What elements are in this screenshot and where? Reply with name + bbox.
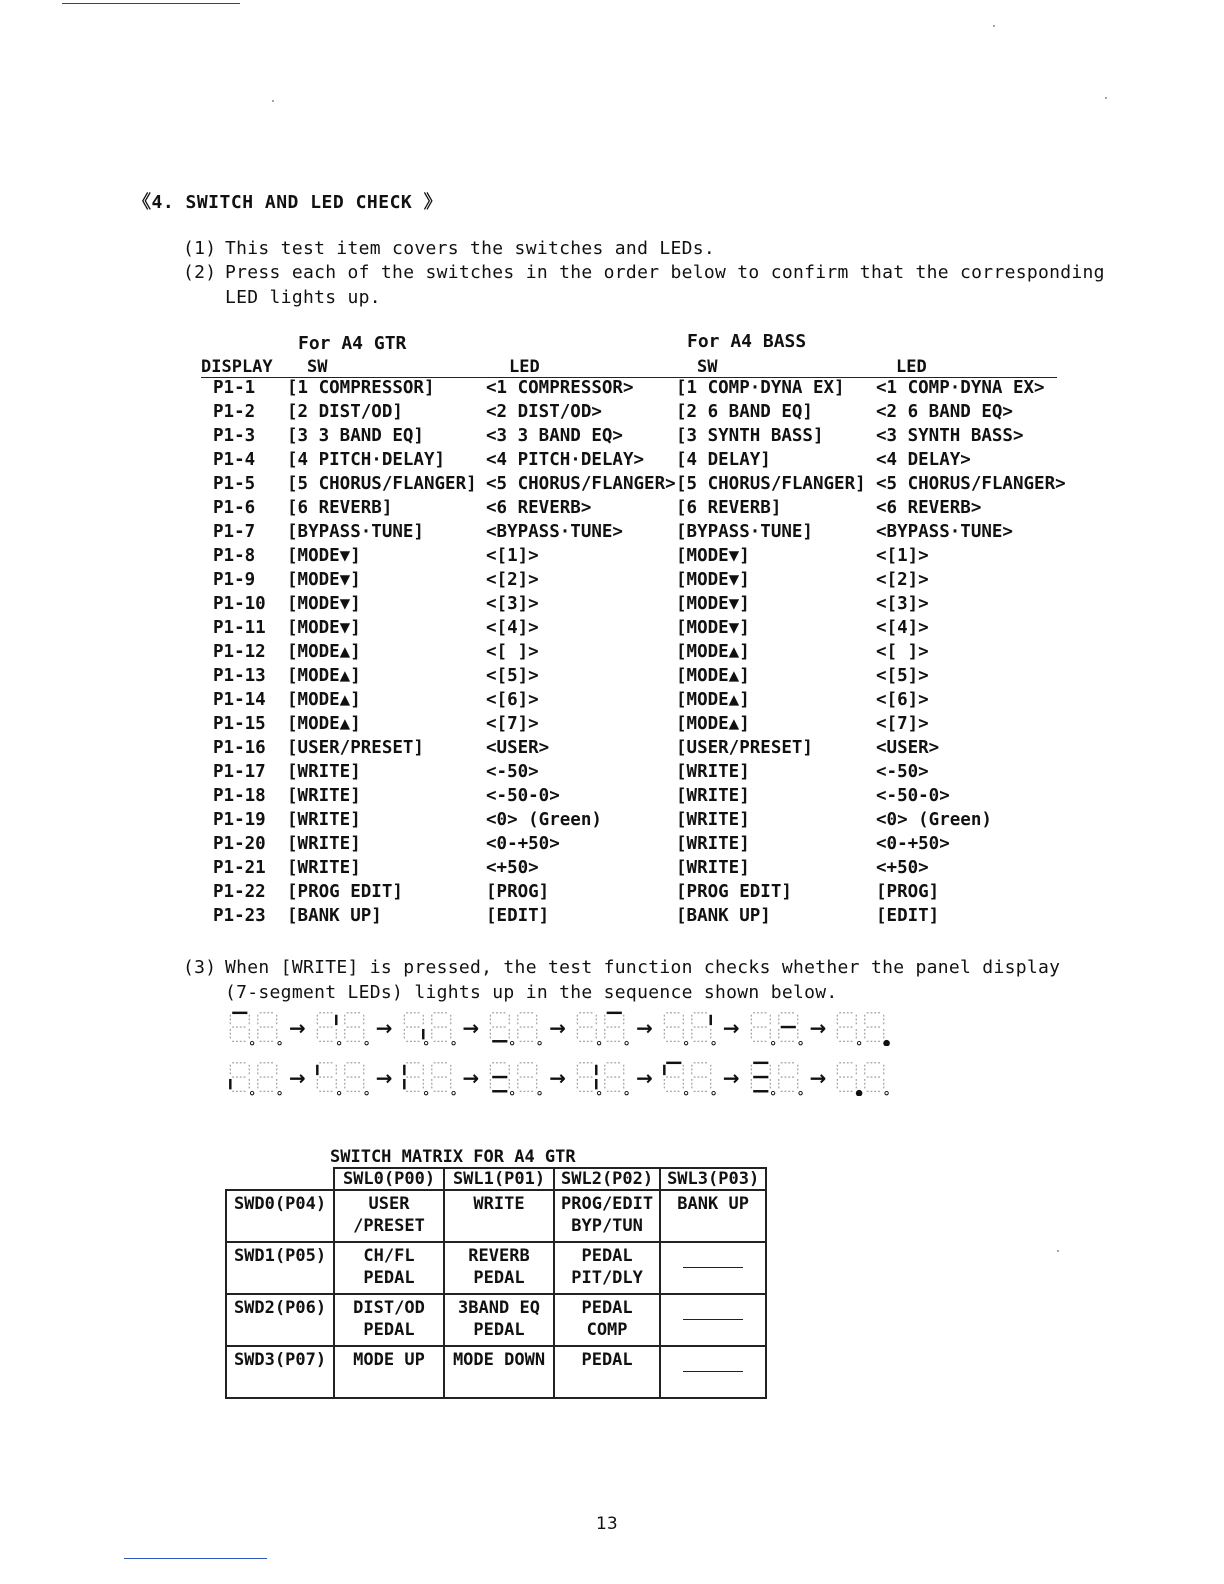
table-row <box>201 738 1071 762</box>
matrix-row <box>226 1242 766 1294</box>
decimal-point <box>278 1091 281 1094</box>
cell-gtr-sw: [USER/PRESET] <box>287 738 424 758</box>
cell-bass-led: <2 6 BAND EQ> <box>876 402 1013 422</box>
cell-display: P1-10 <box>213 594 266 614</box>
matrix-row-header: SWD2(P06) <box>226 1294 334 1346</box>
cell-bass-led: [PROG] <box>876 882 940 902</box>
matrix-cell-line: REVERB <box>468 1246 530 1266</box>
page-number: 13 <box>596 1514 618 1534</box>
table-row <box>201 618 1071 642</box>
seven-segment-display <box>832 1060 890 1096</box>
cell-gtr-sw: [MODE▼] <box>287 618 361 638</box>
paragraph-number: (1) <box>183 238 217 259</box>
cell-display: P1-17 <box>213 762 266 782</box>
cell-display: P1-15 <box>213 714 266 734</box>
table-row <box>201 762 1071 786</box>
arrow-icon: → <box>549 1016 567 1040</box>
table-row <box>201 714 1071 738</box>
cell-bass-sw: [WRITE] <box>676 786 750 806</box>
cell-gtr-sw: [PROG EDIT] <box>287 882 403 902</box>
arrow-icon: → <box>722 1066 740 1090</box>
paragraph-2 <box>183 260 1105 310</box>
cell-gtr-led: <[1]> <box>486 546 539 566</box>
decimal-point <box>538 1041 541 1044</box>
top-rule <box>62 3 240 4</box>
decimal-point <box>597 1041 600 1044</box>
decimal-point <box>511 1041 514 1044</box>
decimal-point <box>684 1091 687 1094</box>
cell-gtr-sw: [3 3 BAND EQ] <box>287 426 424 446</box>
matrix-row-header: SWD1(P05) <box>226 1242 334 1294</box>
matrix-column-header: SWL3(P03) <box>660 1168 766 1190</box>
cell-bass-led: <1 COMP·DYNA EX> <box>876 378 1045 398</box>
cell-bass-led: <5 CHORUS/FLANGER> <box>876 474 1066 494</box>
cell-display: P1-16 <box>213 738 266 758</box>
cell-bass-sw: [WRITE] <box>676 762 750 782</box>
paragraph-text-continued: (7-segment LEDs) lights up in the sequence shown below. <box>225 982 838 1003</box>
seven-segment-display <box>485 1060 543 1096</box>
seven-segment-display <box>572 1010 630 1046</box>
matrix-cell-line: USER <box>368 1194 410 1214</box>
decimal-point <box>365 1041 368 1044</box>
cell-display: P1-5 <box>213 474 256 494</box>
cell-bass-led: <[3]> <box>876 594 929 614</box>
cell-gtr-led: <+50> <box>486 858 539 878</box>
table-row <box>201 690 1071 714</box>
cell-bass-sw: [5 CHORUS/FLANGER] <box>676 474 866 494</box>
cell-bass-sw: [MODE▲] <box>676 642 750 662</box>
matrix-cell-line: PIT/DLY <box>571 1268 643 1288</box>
matrix-cell-line: BANK UP <box>677 1194 749 1214</box>
cell-gtr-sw: [6 REVERB] <box>287 498 393 518</box>
cell-bass-sw: [USER/PRESET] <box>676 738 813 758</box>
seven-segment-display <box>399 1010 457 1046</box>
cell-bass-led: <3 SYNTH BASS> <box>876 426 1024 446</box>
cell-bass-sw: [4 DELAY] <box>676 450 771 470</box>
paragraph-number: (3) <box>183 957 217 978</box>
footer-rule <box>124 1558 267 1559</box>
matrix-column-header: SWL1(P01) <box>444 1168 554 1190</box>
cell-bass-sw: [WRITE] <box>676 858 750 878</box>
decimal-point <box>511 1091 514 1094</box>
matrix-cell-line: WRITE <box>473 1194 525 1214</box>
cell-gtr-led: <[3]> <box>486 594 539 614</box>
matrix-cell <box>444 1242 554 1294</box>
segment-sequence-row-1 <box>225 1010 955 1046</box>
matrix-cell-line: PROG/EDIT <box>561 1194 654 1214</box>
cell-gtr-sw: [MODE▼] <box>287 594 361 614</box>
table-row <box>201 570 1071 594</box>
matrix-row <box>226 1294 766 1346</box>
cell-gtr-led: <3 3 BAND EQ> <box>486 426 623 446</box>
cell-gtr-sw: [MODE▲] <box>287 666 361 686</box>
table-row <box>201 378 1071 402</box>
cell-bass-led: <USER> <box>876 738 940 758</box>
seven-segment-display <box>832 1010 890 1046</box>
cell-gtr-sw: [WRITE] <box>287 834 361 854</box>
empty-dash <box>683 1319 743 1320</box>
cell-gtr-sw: [MODE▼] <box>287 570 361 590</box>
cell-display: P1-20 <box>213 834 266 854</box>
cell-display: P1-4 <box>213 450 256 470</box>
matrix-column-header: SWL0(P00) <box>334 1168 444 1190</box>
table-row <box>201 906 1071 930</box>
matrix-column-header: SWL2(P02) <box>554 1168 660 1190</box>
seven-segment-display <box>312 1060 370 1096</box>
cell-bass-led: <6 REVERB> <box>876 498 982 518</box>
matrix-cell-line: DIST/OD <box>353 1298 425 1318</box>
matrix-cell-line: MODE UP <box>353 1350 425 1370</box>
matrix-cell <box>660 1294 766 1346</box>
cell-gtr-led: <0-+50> <box>486 834 560 854</box>
decimal-point <box>250 1091 253 1094</box>
switch-matrix-table <box>225 1167 767 1399</box>
empty-dash <box>683 1371 743 1372</box>
matrix-cell-line: PEDAL <box>363 1320 415 1340</box>
cell-bass-led: <4 DELAY> <box>876 450 971 470</box>
decimal-point <box>424 1091 427 1094</box>
cell-gtr-sw: [MODE▲] <box>287 714 361 734</box>
table-row <box>201 642 1071 666</box>
cell-bass-sw: [MODE▼] <box>676 546 750 566</box>
cell-gtr-led: <[7]> <box>486 714 539 734</box>
seven-segment-display <box>225 1060 283 1096</box>
cell-display: P1-19 <box>213 810 266 830</box>
decimal-point <box>885 1091 888 1094</box>
decimal-point <box>798 1091 801 1094</box>
matrix-cell <box>554 1190 660 1242</box>
cell-bass-sw: [6 REVERB] <box>676 498 782 518</box>
cell-display: P1-1 <box>213 378 256 398</box>
matrix-cell-line: /PRESET <box>353 1216 425 1236</box>
matrix-cell-line: MODE DOWN <box>452 1350 546 1370</box>
scan-speck <box>993 25 995 27</box>
table-row <box>201 786 1071 810</box>
cell-bass-led: <0> (Green) <box>876 810 992 830</box>
matrix-row <box>226 1346 766 1398</box>
cell-gtr-led: <2 DIST/OD> <box>486 402 602 422</box>
paragraph-text: Press each of the switches in the order below to confirm that the corresponding <box>225 262 1105 283</box>
cell-bass-sw: [BYPASS·TUNE] <box>676 522 813 542</box>
matrix-row-header: SWD3(P07) <box>226 1346 334 1398</box>
cell-bass-led: <[6]> <box>876 690 929 710</box>
group-label-gtr: For A4 GTR <box>298 333 407 354</box>
table-row <box>201 498 1071 522</box>
cell-gtr-sw: [MODE▲] <box>287 642 361 662</box>
decimal-point <box>771 1091 774 1094</box>
cell-display: P1-11 <box>213 618 266 638</box>
table-row <box>201 882 1071 906</box>
cell-gtr-sw: [5 CHORUS/FLANGER] <box>287 474 477 494</box>
cell-bass-sw: [PROG EDIT] <box>676 882 792 902</box>
cell-gtr-sw: [2 DIST/OD] <box>287 402 403 422</box>
arrow-icon: → <box>289 1066 306 1090</box>
cell-gtr-led: [PROG] <box>486 882 550 902</box>
matrix-cell-line: PEDAL <box>473 1320 525 1340</box>
matrix-cell <box>444 1190 554 1242</box>
cell-bass-sw: [BANK UP] <box>676 906 771 926</box>
cell-bass-led: <[ ]> <box>876 642 929 662</box>
seven-segment-display <box>572 1060 630 1096</box>
cell-bass-sw: [WRITE] <box>676 834 750 854</box>
matrix-title: SWITCH MATRIX FOR A4 GTR <box>330 1147 576 1167</box>
cell-gtr-led: <4 PITCH·DELAY> <box>486 450 645 470</box>
matrix-cell <box>334 1242 444 1294</box>
seven-segment-display <box>312 1010 370 1046</box>
arrow-icon: → <box>462 1066 480 1090</box>
paragraph-number: (2) <box>183 262 217 283</box>
cell-display: P1-14 <box>213 690 266 710</box>
matrix-cell <box>334 1346 444 1398</box>
cell-gtr-led: [EDIT] <box>486 906 550 926</box>
arrow-icon: → <box>636 1016 653 1040</box>
matrix-cell <box>554 1346 660 1398</box>
decimal-point <box>712 1091 715 1094</box>
cell-display: P1-18 <box>213 786 266 806</box>
table-row <box>201 594 1071 618</box>
column-header-bass-sw: SW <box>697 357 718 377</box>
cell-gtr-sw: [WRITE] <box>287 810 361 830</box>
matrix-cell <box>444 1346 554 1398</box>
cell-bass-led: <+50> <box>876 858 929 878</box>
decimal-point <box>857 1090 863 1096</box>
cell-gtr-sw: [BANK UP] <box>287 906 382 926</box>
decimal-point <box>278 1041 281 1044</box>
cell-bass-sw: [MODE▲] <box>676 714 750 734</box>
cell-bass-led: <BYPASS·TUNE> <box>876 522 1013 542</box>
cell-gtr-led: <5 CHORUS/FLANGER> <box>486 474 676 494</box>
scan-speck <box>1105 97 1107 99</box>
paragraph-3 <box>183 955 1060 1005</box>
matrix-cell-line: COMP <box>586 1320 628 1340</box>
cell-bass-led: <-50-0> <box>876 786 950 806</box>
cell-bass-sw: [MODE▼] <box>676 570 750 590</box>
cell-bass-led: <[4]> <box>876 618 929 638</box>
seven-segment-display <box>659 1010 717 1046</box>
cell-bass-led: <[2]> <box>876 570 929 590</box>
column-header-bass-led: LED <box>896 357 927 377</box>
cell-display: P1-23 <box>213 906 266 926</box>
decimal-point <box>858 1041 861 1044</box>
matrix-cell <box>334 1294 444 1346</box>
cell-bass-sw: [3 SYNTH BASS] <box>676 426 824 446</box>
table-row <box>201 666 1071 690</box>
segment-sequence-row-2 <box>225 1060 955 1096</box>
cell-gtr-sw: [WRITE] <box>287 786 361 806</box>
decimal-point <box>771 1041 774 1044</box>
matrix-cell <box>660 1346 766 1398</box>
cell-bass-sw: [2 6 BAND EQ] <box>676 402 813 422</box>
scan-speck <box>1057 1250 1059 1252</box>
matrix-cell-line: 3BAND EQ <box>458 1298 540 1318</box>
table-row <box>201 402 1071 426</box>
cell-bass-led: [EDIT] <box>876 906 940 926</box>
decimal-point <box>712 1041 715 1044</box>
table-row <box>201 474 1071 498</box>
cell-gtr-led: <[6]> <box>486 690 539 710</box>
cell-display: P1-22 <box>213 882 266 902</box>
column-header-gtr-led: LED <box>509 357 540 377</box>
cell-display: P1-9 <box>213 570 256 590</box>
matrix-cell-line: CH/FL <box>363 1246 415 1266</box>
decimal-point <box>625 1041 628 1044</box>
matrix-cell <box>334 1190 444 1242</box>
arrow-icon: → <box>462 1016 480 1040</box>
decimal-point <box>365 1091 368 1094</box>
cell-gtr-sw: [1 COMPRESSOR] <box>287 378 435 398</box>
cell-bass-sw: [MODE▼] <box>676 618 750 638</box>
matrix-cell-line: PEDAL <box>363 1268 415 1288</box>
cell-gtr-led: <0> (Green) <box>486 810 602 830</box>
decimal-point <box>684 1041 687 1044</box>
cell-display: P1-2 <box>213 402 256 422</box>
decimal-point <box>337 1091 340 1094</box>
paragraph-text-continued: LED lights up. <box>225 287 381 308</box>
cell-bass-sw: [MODE▼] <box>676 594 750 614</box>
cell-bass-sw: [MODE▲] <box>676 690 750 710</box>
table-row <box>201 858 1071 882</box>
seven-segment-display <box>225 1010 283 1046</box>
cell-bass-sw: [WRITE] <box>676 810 750 830</box>
table-row <box>201 546 1071 570</box>
cell-display: P1-12 <box>213 642 266 662</box>
cell-display: P1-8 <box>213 546 256 566</box>
cell-bass-sw: [MODE▲] <box>676 666 750 686</box>
matrix-corner <box>226 1168 334 1190</box>
cell-bass-led: <[1]> <box>876 546 929 566</box>
cell-gtr-led: <[ ]> <box>486 642 539 662</box>
matrix-cell <box>554 1242 660 1294</box>
cell-gtr-led: <[4]> <box>486 618 539 638</box>
arrow-icon: → <box>809 1016 827 1040</box>
decimal-point <box>597 1091 600 1094</box>
decimal-point <box>884 1040 890 1046</box>
decimal-point <box>451 1091 454 1094</box>
group-label-bass: For A4 BASS <box>687 331 807 352</box>
cell-bass-led: <-50> <box>876 762 929 782</box>
cell-bass-led: <0-+50> <box>876 834 950 854</box>
matrix-cell-line: PEDAL <box>581 1350 633 1370</box>
table-row <box>201 450 1071 474</box>
decimal-point <box>337 1041 340 1044</box>
matrix-cell <box>660 1190 766 1242</box>
cell-gtr-sw: [BYPASS·TUNE] <box>287 522 424 542</box>
column-header-display: DISPLAY <box>201 357 273 377</box>
cell-gtr-sw: [MODE▲] <box>287 690 361 710</box>
section-heading: 《4. SWITCH AND LED CHECK 》 <box>133 192 443 213</box>
matrix-cell-line: PEDAL <box>581 1246 633 1266</box>
decimal-point <box>250 1041 253 1044</box>
decimal-point <box>451 1041 454 1044</box>
seven-segment-display <box>485 1010 543 1046</box>
matrix-row-header: SWD0(P04) <box>226 1190 334 1242</box>
cell-gtr-sw: [4 PITCH·DELAY] <box>287 450 446 470</box>
decimal-point <box>424 1041 427 1044</box>
arrow-icon: → <box>375 1066 393 1090</box>
cell-gtr-sw: [MODE▼] <box>287 546 361 566</box>
decimal-point <box>538 1091 541 1094</box>
paragraph-text: When [WRITE] is pressed, the test function checks whether the panel display <box>225 957 1061 978</box>
cell-gtr-led: <USER> <box>486 738 550 758</box>
arrow-icon: → <box>636 1066 653 1090</box>
arrow-icon: → <box>289 1016 306 1040</box>
arrow-icon: → <box>809 1066 827 1090</box>
cell-gtr-led: <[2]> <box>486 570 539 590</box>
matrix-row <box>226 1190 766 1242</box>
matrix-cell <box>660 1242 766 1294</box>
cell-gtr-led: <[5]> <box>486 666 539 686</box>
cell-display: P1-21 <box>213 858 266 878</box>
cell-gtr-led: <-50-0> <box>486 786 560 806</box>
cell-gtr-led: <1 COMPRESSOR> <box>486 378 634 398</box>
cell-display: P1-3 <box>213 426 256 446</box>
paragraph-1 <box>183 236 715 261</box>
matrix-cell <box>444 1294 554 1346</box>
cell-display: P1-13 <box>213 666 266 686</box>
arrow-icon: → <box>549 1066 567 1090</box>
cell-gtr-sw: [WRITE] <box>287 762 361 782</box>
cell-bass-sw: [1 COMP·DYNA EX] <box>676 378 845 398</box>
matrix-cell-line: PEDAL <box>581 1298 633 1318</box>
table-row <box>201 834 1071 858</box>
table-row <box>201 810 1071 834</box>
arrow-icon: → <box>722 1016 740 1040</box>
cell-gtr-led: <6 REVERB> <box>486 498 592 518</box>
column-header-gtr-sw: SW <box>307 357 328 377</box>
cell-gtr-led: <BYPASS·TUNE> <box>486 522 623 542</box>
cell-bass-led: <[7]> <box>876 714 929 734</box>
matrix-cell <box>554 1294 660 1346</box>
cell-gtr-led: <-50> <box>486 762 539 782</box>
decimal-point <box>798 1041 801 1044</box>
seven-segment-display <box>746 1060 804 1096</box>
arrow-icon: → <box>375 1016 393 1040</box>
switch-led-table <box>201 378 1071 930</box>
seven-segment-display <box>399 1060 457 1096</box>
paragraph-text: This test item covers the switches and LEDs. <box>225 238 716 259</box>
table-row <box>201 522 1071 546</box>
cell-bass-led: <[5]> <box>876 666 929 686</box>
cell-display: P1-6 <box>213 498 256 518</box>
decimal-point <box>625 1091 628 1094</box>
seven-segment-display <box>746 1010 804 1046</box>
matrix-cell-line: BYP/TUN <box>571 1216 643 1236</box>
empty-dash <box>683 1267 743 1268</box>
cell-gtr-sw: [WRITE] <box>287 858 361 878</box>
matrix-cell-line: PEDAL <box>473 1268 525 1288</box>
scan-speck <box>272 100 274 102</box>
cell-display: P1-7 <box>213 522 256 542</box>
table-row <box>201 426 1071 450</box>
seven-segment-display <box>659 1060 717 1096</box>
